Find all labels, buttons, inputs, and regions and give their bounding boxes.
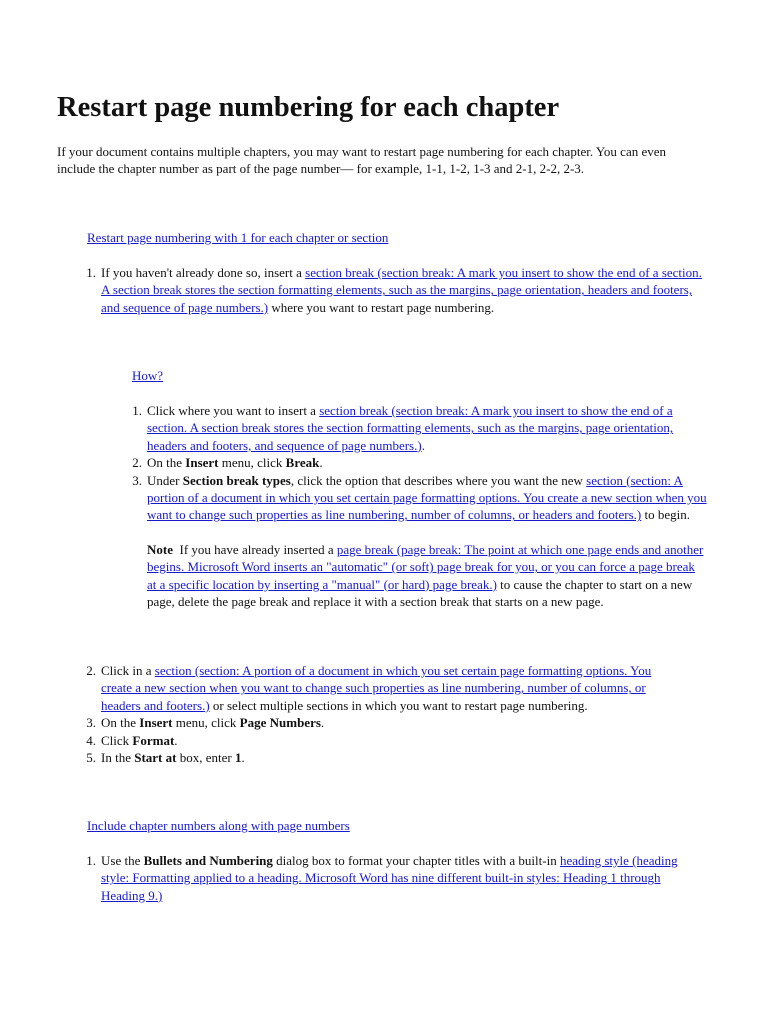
step-number: 3.: [132, 472, 142, 488]
list-item: [132, 402, 707, 454]
step-number: 5.: [86, 750, 96, 766]
step-number: 3.: [86, 715, 96, 731]
list-item: [132, 454, 707, 471]
list-item: [132, 472, 707, 611]
step-text: In the: [101, 750, 135, 766]
step-text: dialog box to format your chapter titles with a built-in: [272, 853, 560, 868]
list-item: [86, 714, 679, 731]
step-number: 2.: [86, 663, 96, 678]
command-name: Break: [285, 455, 320, 471]
step-text: .: [320, 715, 325, 731]
include-chapter-numbers-link[interactable]: Include chapter numbers along with page numbers: [87, 818, 350, 833]
step-text: menu, click: [172, 715, 240, 731]
list-item: [86, 264, 706, 316]
page-title: Restart page numbering for each chapter: [57, 92, 560, 123]
heading-style-link[interactable]: heading style (heading style: Formatting applied to a heading. Microsoft Word has nine different built-in styles: Heading 1 through Heading 9.): [101, 853, 678, 903]
step-text: menu, click: [218, 455, 286, 471]
restart-steps-list-a: [86, 264, 706, 316]
note-text: If you have already inserted a: [173, 541, 337, 557]
how-steps-list: [132, 402, 707, 610]
list-item: [86, 749, 679, 766]
step-number: 4.: [86, 732, 96, 748]
step-text: Click in a: [101, 663, 155, 678]
restart-numbering-link[interactable]: Restart page numbering with 1 for each chapter or section: [87, 230, 389, 245]
step-text: Click where you want to insert a: [147, 403, 320, 418]
option-name: Section break types: [182, 472, 291, 488]
step-text: On the: [147, 455, 186, 471]
step-number: 1.: [132, 403, 142, 418]
list-item: [86, 852, 691, 904]
list-item: [86, 732, 679, 749]
step-text: or select multiple sections in which you want to restart page numbering.: [209, 697, 588, 713]
step-text: , click the option that describes where you want the new: [290, 472, 587, 488]
step-number: 1.: [86, 265, 96, 280]
step-text: where you want to restart page numbering.: [268, 299, 495, 315]
section-break-link[interactable]: section break (section break: A mark you insert to show the end of a section. A section break stores the section formatting elements, such as the margins, page orientation, headers and footers, and sequence of page numbers.): [101, 265, 702, 315]
step-text: to begin.: [641, 507, 690, 523]
list-item: [86, 662, 679, 714]
step-text: .: [421, 437, 425, 453]
restart-steps-list-b: [86, 662, 679, 766]
intro-paragraph: If your document contains multiple chapters, you may want to restart page numbering for each chapter. You can even include the chapter number as part of the page number— for example, 1-1, 1-2, 1-3 and 2-1, 2-2, 2-3.: [57, 144, 667, 177]
step-text: .: [241, 750, 245, 766]
note-text: to cause the chapter to start on a new page, delete the page break and replace it with a section break that starts on a new page.: [147, 576, 693, 610]
field-name: Start at: [134, 750, 177, 766]
how-link[interactable]: How?: [132, 368, 164, 383]
step-text: .: [319, 455, 323, 471]
step-text: Click: [101, 732, 133, 748]
menu-name: Insert: [139, 715, 173, 731]
step-text: .: [174, 732, 178, 748]
step-text: box, enter: [176, 750, 235, 766]
dialog-name: Bullets and Numbering: [143, 853, 273, 868]
step-text: On the: [101, 715, 140, 731]
section-definition-link[interactable]: section (section: A portion of a document in which you set certain page formatting options. You create a new section when you want to change such properties as line numbering, number of columns, or headers and footers.): [147, 472, 707, 523]
section-break-link[interactable]: section break (section break: A mark you insert to show the end of a section. A section break stores the section formatting elements, such as the margins, page orientation, headers and footers, and sequence of page numbers.): [147, 403, 674, 453]
value-text: 1: [234, 750, 242, 766]
button-name: Format: [132, 732, 175, 748]
step-text: Use the: [101, 853, 144, 868]
step-number: 2.: [132, 455, 142, 471]
step-text: If you haven't already done so, insert a: [101, 265, 306, 280]
page-break-link[interactable]: page break (page break: The point at which one page ends and another begins. Microsoft Word inserts an "automatic" (or soft) page break for you, or you can force a page break at a specific location by inserting a "manual" (or hard) page break.): [147, 541, 704, 592]
step-text: Under: [147, 472, 183, 488]
menu-name: Insert: [185, 455, 219, 471]
section-definition-link[interactable]: section (section: A portion of a document in which you set certain page formatting options. You create a new section when you want to change such properties as line numbering, number of columns, or headers and footers.): [101, 663, 652, 713]
chapter-number-steps-list: [86, 852, 691, 904]
note-paragraph: [147, 541, 707, 611]
command-name: Page Numbers: [239, 715, 321, 731]
step-number: 1.: [86, 853, 96, 868]
note-label: Note: [147, 541, 173, 557]
